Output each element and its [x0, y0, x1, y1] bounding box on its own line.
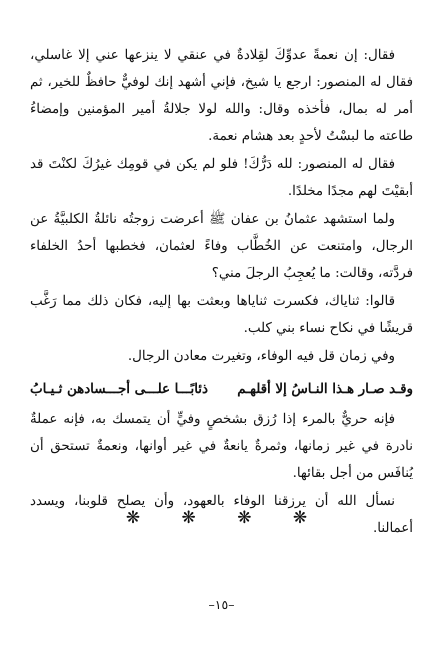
paragraph-loyalty-scarce: وفي زمان قل فيه الوفاء، وتغيرت معادن الرجال. — [127, 349, 395, 364]
page-number: –١٥– — [208, 597, 235, 612]
paragraph-naila: ولما استشهد عثمانُ بن عفان ﷺ أعرضت زوجتُه نائلةُ الكلبيَّةُ عن الرجال، وامتنعت عن الخُطَّاب وفاءً لعثمان، فخطبها أحدُ الخلفاء فردَّته، وقالت: ما يُعجِبُ الرجلَ مني؟ — [30, 212, 413, 281]
ornament-separator — [0, 508, 443, 528]
paragraph-prayer: نسأل الله أن يرزقنا الوفاء بالعهود، وأن يصلح قلوبنا، ويسدد أعمالنا. — [30, 494, 413, 536]
ornament-star-icon: ❋ — [292, 508, 318, 528]
ornament-star-icon: ❋ — [181, 508, 206, 528]
paragraph-loyal-person: فإنه حريٌّ بالمرء إذا رُزق بشخصٍ وفيٍّ أن يتمسك به، فإنه عملةٌ نادرة في غير زمانها، وثمرةٌ يانعةٌ في غير أوانها، ونعمةٌ تستحق أن يُنافَس من أجل بقائها. — [30, 412, 413, 481]
ornament-star-icon: ❋ — [237, 508, 262, 528]
verse-first-hemistich: وقـد صـار هـذا النـاسُ إلا أقلهـم — [237, 381, 413, 397]
verse-second-hemistich: ذئابًـــا علـــى أجـــسادهن ثـيـابُ — [30, 381, 208, 397]
paragraph-mansur-old-man: فقال: إن نعمةً عدوِّكَ لقِلادةٌ في عنقي لا ينزعها عني إلا غاسلي، فقال له المنصور: ارجع يا شيخ، فإني أشهد إنك لوفيٌّ حافظٌ للخير، ثم أمر له بمال، فأخذه وقال: والله لولا جلالةُ أمير المؤمنين وإمضاءُ طاعته ما لبسْتُ لأحدٍ بعد هشام نعمة. — [30, 48, 413, 144]
ornament-star-icon: ❋ — [125, 508, 151, 528]
poetry-verse — [30, 376, 413, 403]
paragraph-mansur-praise: فقال له المنصور: لله دَرُّكَ! فلو لم يكن في قومِك غيرُكَ لكنْتَ قد أبقيْتَ لهم مجدًا مخلدًا. — [30, 157, 413, 199]
paragraph-thanaya: قالوا: ثناياك، فكسرت ثناياها وبعثت بها إليه، فكان ذلك مما رَغَّب قريشًا في نكاح نساء بني كلب. — [30, 294, 413, 336]
